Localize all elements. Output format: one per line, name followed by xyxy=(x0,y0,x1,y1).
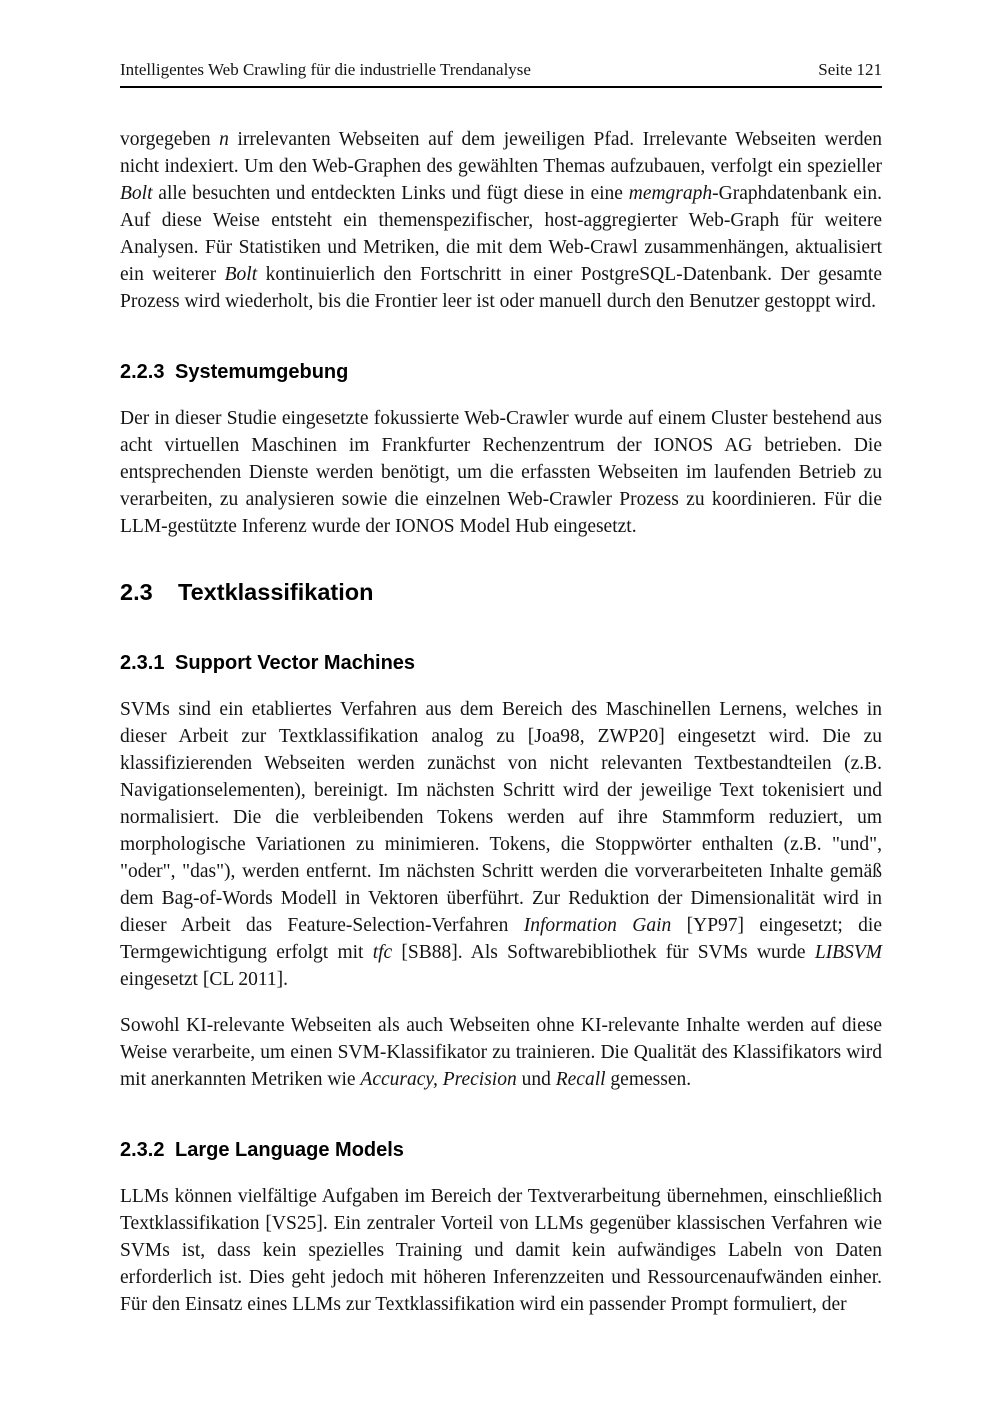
section-heading-support-vector-machines xyxy=(120,650,882,676)
page-header xyxy=(120,60,882,88)
paragraph-llm: LLMs können vielfältige Aufgaben im Bereich der Textverarbeitung übernehmen, einschließlich Textklassifikation [VS25]. Ein zentraler Vorteil von LLMs gegenüber klassischen Verfahren wie SVMs ist, dass kein spezielles Training und damit kein aufwändiges Labeln von Daten erforderlich ist. Dies geht jedoch mit höheren Inferenzzeiten und Ressourcenaufwänden einher. Für den Einsatz eines LLMs zur Textklassifikation wird ein passender Prompt formuliert, der xyxy=(120,1186,882,1315)
page-body xyxy=(120,126,882,1318)
paragraph-svm-1: SVMs sind ein etabliertes Verfahren aus dem Bereich des Maschinellen Lernens, welches in dieser Arbeit zur Textklassifikation analog zu [Joa98, ZWP20] eingesetzt wird. Die zu klassifizierenden Webseiten werden zunächst von nicht relevanten Textbestandteilen (z.B. Navigationselementen), bereinigt. Im nächsten Schritt wird der jeweilige Text tokenisiert und normalisiert. Die die verbleibenden Tokens werden auf ihre Stammform reduziert, um morphologische Variationen zu minimieren. Tokens, die Stoppwörter enthalten (z.B. "und", "oder", "das"), werden entfernt. Im nächsten Schritt werden die vorverarbeiteten Inhalte gemäß dem Bag-of-Words Modell in Vektoren überführt. Zur Reduktion der Dimensionalität wird in dieser Arbeit das Feature-Selection-Verfahren Information Gain [YP97] eingesetzt; die Termgewichtigung erfolgt mit tfc [SB88]. Als Softwarebibliothek für SVMs wurde LIBSVM eingesetzt [CL 2011]. xyxy=(120,699,882,990)
page-number: Seite 121 xyxy=(818,60,882,79)
heading-number: 2.2.3 xyxy=(120,361,165,383)
heading-number: 2.3 xyxy=(120,579,153,605)
section-heading-textklassifikation xyxy=(120,578,882,606)
heading-number: 2.3.1 xyxy=(120,652,165,674)
paragraph-web-crawling: vorgegeben n irrelevanten Webseiten auf dem jeweiligen Pfad. Irrelevante Webseiten werden nicht indexiert. Um den Web-Graphen des gewählten Themas aufzubauen, verfolgt ein spezieller Bolt alle besuchten und entdeckten Links und fügt diese in eine memgraph-Graphdatenbank ein. Auf diese Weise entsteht ein themenspezifischer, host-aggregierter Web-Graph für weitere Analysen. Für Statistiken und Metriken, die mit dem Web-Crawl zusammenhängen, aktualisiert ein weiterer Bolt kontinuierlich den Fortschritt in einer PostgreSQL-Datenbank. Der gesamte Prozess wird wiederholt, bis die Frontier leer ist oder manuell durch den Benutzer gestoppt wird. xyxy=(120,129,882,312)
running-title: Intelligentes Web Crawling für die industrielle Trendanalyse xyxy=(120,60,531,79)
heading-title: Systemumgebung xyxy=(175,361,349,383)
heading-title: Large Language Models xyxy=(175,1139,404,1161)
section-heading-systemumgebung xyxy=(120,359,882,385)
heading-title: Textklassifikation xyxy=(178,579,374,605)
section-heading-large-language-models xyxy=(120,1137,882,1163)
paragraph-svm-2: Sowohl KI-relevante Webseiten als auch Webseiten ohne KI-relevante Inhalte werden auf diese Weise verarbeite, um einen SVM-Klassifikator zu trainieren. Die Qualität des Klassifikators wird mit anerkannten Metriken wie Accuracy, Precision und Recall gemessen. xyxy=(120,1015,882,1090)
heading-title: Support Vector Machines xyxy=(175,652,416,674)
paragraph-systemumgebung: Der in dieser Studie eingesetzte fokussierte Web-Crawler wurde auf einem Cluster bestehend aus acht virtuellen Maschinen im Frankfurter Rechenzentrum der IONOS AG betrieben. Die entsprechenden Dienste werden benötigt, um die erfassten Webseiten im laufenden Betrieb zu verarbeiten, zu analysieren sowie die einzelnen Web-Crawler Prozess zu koordinieren. Für die LLM-gestützte Inferenz wurde der IONOS Model Hub eingesetzt. xyxy=(120,408,882,537)
heading-number: 2.3.2 xyxy=(120,1139,165,1161)
